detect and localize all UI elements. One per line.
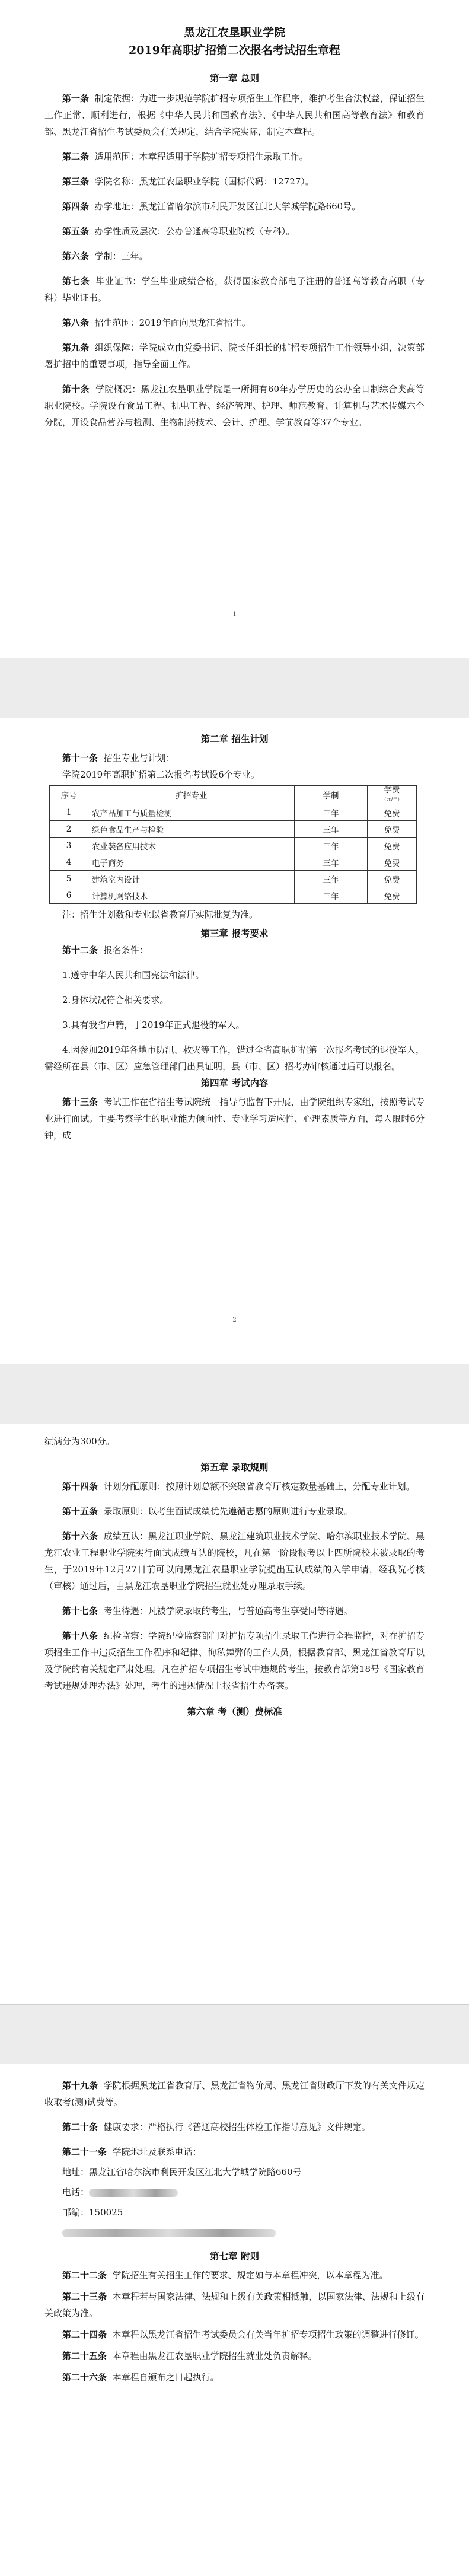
article-text: 办学地址：黑龙江省哈尔滨市利民开发区江北大学城学院路660号。 — [94, 201, 361, 212]
article-5 — [44, 223, 425, 240]
article-23 — [44, 2288, 425, 2322]
table-row — [50, 871, 417, 887]
article-26 — [44, 2369, 425, 2386]
article-text: 本章程若与国家法律、法规和上级有关政策相抵触，以国家法律、法规和上级有关政策为准。 — [44, 2291, 425, 2319]
page-number: 1 — [232, 611, 237, 617]
page-gap — [0, 1364, 469, 1424]
article-number: 第二十条 — [62, 2122, 98, 2132]
article-19 — [44, 2077, 425, 2110]
row-length: 三年 — [295, 821, 368, 838]
article-number: 第十七条 — [62, 1606, 98, 1616]
phone-label: 电话： — [62, 2187, 90, 2198]
article-text: 考生待遇：凡被学院录取的考生，与普通高考生享受同等待遇。 — [103, 1606, 353, 1616]
row-no: 6 — [50, 887, 88, 904]
chapter-3-heading: 第三章 报考要求 — [200, 928, 269, 939]
article-number: 第十三条 — [62, 1097, 98, 1107]
document-page-2 — [0, 718, 469, 1364]
article-21 — [44, 2144, 425, 2160]
row-no: 3 — [50, 838, 88, 854]
row-length: 三年 — [295, 854, 368, 871]
row-fee: 免费 — [368, 804, 417, 821]
article-text: 考试工作在省招生考试院统一指导与监督下开展，由学院组织专家组，按照考试专业进行面试。主要考察学生的职业能力倾向性、专业学习适应性、心理素质等方面，每人限时6分钟，成 — [44, 1097, 425, 1141]
article-text: 学院根据黑龙江省教育厅、黑龙江省物价局、黑龙江省财政厅下发的有关文件规定收取考(测)试费等。 — [44, 2080, 425, 2107]
table-row — [50, 854, 417, 871]
article-6 — [44, 248, 425, 265]
article-text: 本章程由黑龙江农垦职业学院招生就业处负责解释。 — [112, 2351, 317, 2361]
table-row — [50, 887, 417, 904]
plan-intro: 学院2019年高职扩招第二次报名考试设6个专业。 — [62, 769, 260, 780]
article-text: 报名条件： — [103, 945, 148, 956]
article-1 — [44, 90, 425, 140]
article-text: 学院名称：黑龙江农垦职业学院（国标代码：12727）。 — [94, 176, 314, 187]
enrollment-plan-table — [49, 785, 417, 904]
article-14 — [44, 1478, 425, 1495]
row-fee: 免费 — [368, 871, 417, 887]
chapter-7-heading: 第七章 附则 — [210, 2250, 259, 2262]
redacted-blur — [62, 2229, 276, 2237]
header-length: 学制 — [295, 786, 368, 804]
article-number: 第十八条 — [62, 1631, 98, 1641]
row-length: 三年 — [295, 887, 368, 904]
header-no: 序号 — [50, 786, 88, 804]
article-number: 第六条 — [62, 251, 90, 262]
article-22 — [44, 2267, 425, 2284]
article-2 — [44, 148, 425, 165]
article-number: 第七条 — [62, 276, 90, 286]
article-20 — [44, 2119, 425, 2135]
article-25 — [44, 2348, 425, 2364]
article-18 — [44, 1628, 425, 1694]
document-title-line2: 2019年高职扩招第二次报名考试招生章程 — [129, 44, 340, 57]
article-text: 学院地址及联系电话： — [112, 2147, 202, 2157]
table-row — [50, 821, 417, 838]
condition-4: 4.因参加2019年各地市防汛、救灾等工作，错过全省高职扩招第一次报名考试的退役军人，需经所在县（市、区）应急管理部门出具证明，县（市、区）招考办审核通过后可以报名。 — [44, 1045, 425, 1072]
article-text: 毕业证书：学生毕业成绩合格，获得国家教育部电子注册的普通高等教育高职（专科）毕业证书。 — [44, 276, 425, 303]
article-text: 学院招生有关招生工作的要求、规定如与本章程冲突，以本章程为准。 — [112, 2270, 388, 2281]
article-9 — [44, 339, 425, 372]
document-page-1 — [0, 0, 469, 658]
article-8 — [44, 314, 425, 331]
row-major: 计算机网络技术 — [88, 887, 295, 904]
postcode-value: 150025 — [89, 2207, 123, 2218]
article-text: 办学性质及层次：公办普通高等职业院校（专科）。 — [94, 226, 295, 237]
article-text: 纪检监察：学院纪检监察部门对扩招专项招生录取工作进行全程监控，对在扩招专项招生工作中违反招生工作程序和纪律、徇私舞弊的工作人员，根据教育部、黑龙江省教育厅以及学院的有关规定严肃处理。凡在扩招专项招生考试中违规的考生，按教育部第18号《国家教育考试违规处理办法》处理，考生的违规情况上报省招生办备案。 — [44, 1631, 425, 1691]
header-fee-unit: （元/年） — [381, 797, 403, 802]
row-major: 电子商务 — [88, 854, 295, 871]
row-fee: 免费 — [368, 838, 417, 854]
article-text: 本章程以黑龙江省招生考试委员会有关当年扩招专项招生政策的调整进行修订。 — [112, 2329, 424, 2340]
redacted-line — [44, 2224, 425, 2241]
row-no: 2 — [50, 821, 88, 838]
article-number: 第十九条 — [62, 2080, 98, 2091]
contact-postcode — [44, 2204, 425, 2221]
article-number: 第二十五条 — [62, 2351, 107, 2361]
article-text: 成绩互认：黑龙江职业学院、黑龙江建筑职业技术学院、哈尔滨职业技术学院、黑龙江农业工程职业学院实行面试成绩互认的院校，凡在第一阶段报考以上四所院校未被录取的考生，于2019年12月27日前可以向黑龙江农垦职业学院提出互认成绩的入学申请，经我院考核（审核）通过后，由黑龙江农垦职业学院招生就业处办理录取手续。 — [44, 1531, 425, 1591]
article-12 — [44, 942, 425, 959]
chapter-5-heading: 第五章 录取规则 — [200, 1461, 269, 1473]
article-number: 第五条 — [62, 226, 90, 237]
page-gap — [0, 658, 469, 718]
row-no: 5 — [50, 871, 88, 887]
chapter-6-heading: 第六章 考（测）费标准 — [187, 1706, 282, 1717]
row-length: 三年 — [295, 838, 368, 854]
postcode-label: 邮编： — [62, 2207, 90, 2218]
row-major: 绿色食品生产与检验 — [88, 821, 295, 838]
article-15 — [44, 1503, 425, 1520]
article-number: 第二十四条 — [62, 2329, 107, 2340]
article-number: 第二十一条 — [62, 2147, 107, 2157]
article-number: 第二十二条 — [62, 2270, 107, 2281]
article-text: 学院概况：黑龙江农垦职业学院是一所拥有60年办学历史的公办全日制综合类高等职业院校。学院设有食品工程、机电工程、经济管理、护理、师范教育、计算机与艺术传媒六个分院，开设食品营养与检测、生物制药技术、会计、护理、学前教育等37个专业。 — [44, 384, 425, 428]
article-24 — [44, 2326, 425, 2343]
article-number: 第二十六条 — [62, 2372, 107, 2383]
article-number: 第三条 — [62, 176, 90, 187]
row-major: 农产品加工与质量检测 — [88, 804, 295, 821]
contact-address: 地址：黑龙江省哈尔滨市利民开发区江北大学城学院路660号 — [62, 2167, 302, 2177]
article-number: 第四条 — [62, 201, 90, 212]
condition-2: 2.身体状况符合相关要求。 — [62, 995, 169, 1005]
row-no: 4 — [50, 854, 88, 871]
row-major: 建筑室内设计 — [88, 871, 295, 887]
article-number: 第十六条 — [62, 1531, 98, 1542]
row-fee: 免费 — [368, 887, 417, 904]
chapter-2-heading: 第二章 招生计划 — [200, 733, 269, 744]
redacted-phone-blur — [89, 2189, 178, 2197]
chapter-4-heading: 第四章 考试内容 — [200, 1077, 269, 1088]
article-text: 计划分配原则：按照计划总额不突破省教育厅核定数量基础上，分配专业计划。 — [103, 1481, 415, 1492]
article-text: 组织保障：学院成立由党委书记、院长任组长的扩招专项招生工作领导小组，决策部署扩招中的重要事项，指导全面工作。 — [44, 342, 425, 370]
table-header-row — [50, 786, 417, 804]
row-no: 1 — [50, 804, 88, 821]
article-16 — [44, 1528, 425, 1594]
article-7 — [44, 273, 425, 306]
article-text: 本章程自颁布之日起执行。 — [112, 2372, 219, 2383]
article-number: 第九条 — [62, 342, 90, 353]
article-3 — [44, 173, 425, 190]
article-number: 第十二条 — [62, 945, 98, 956]
article-number: 第十五条 — [62, 1506, 98, 1517]
article-number: 第十四条 — [62, 1481, 98, 1492]
document-title-line1: 黑龙江农垦职业学院 — [183, 26, 285, 39]
article-number: 第十条 — [62, 384, 90, 394]
row-length: 三年 — [295, 871, 368, 887]
article-number: 第二十三条 — [62, 2291, 107, 2302]
article-13 — [44, 1094, 425, 1144]
article-text: 适用范围：本章程适用于学院扩招专项招生录取工作。 — [94, 151, 308, 162]
table-row — [50, 838, 417, 854]
contact-phone — [44, 2184, 425, 2201]
document-page-3 — [0, 1424, 469, 2005]
article-number: 第十一条 — [62, 753, 98, 763]
article-17 — [44, 1603, 425, 1619]
row-fee: 免费 — [368, 854, 417, 871]
row-major: 农业装备应用技术 — [88, 838, 295, 854]
chapter-1-heading: 第一章 总则 — [210, 72, 259, 84]
article-text: 招生专业与计划： — [103, 753, 175, 763]
header-fee — [368, 786, 417, 804]
table-row — [50, 804, 417, 821]
row-length: 三年 — [295, 804, 368, 821]
article-text: 健康要求：严格执行《普通高校招生体检工作指导意见》文件规定。 — [103, 2122, 371, 2132]
page-divider — [0, 2004, 469, 2005]
article-text: 制定依据：为进一步规范学院扩招专项招生工作程序，维护考生合法权益，保证招生工作正常、顺利进行，根据《中华人民共和国教育法》、《中华人民共和国高等教育法》和教育部、黑龙江省招生考试委员会有关规定，结合学院实际，制定本章程。 — [44, 93, 425, 137]
article-10 — [44, 381, 425, 431]
plan-note: 注：招生计划数和专业以省教育厅实际批复为准。 — [62, 909, 259, 920]
article-text: 招生范围：2019年面向黑龙江省招生。 — [94, 317, 251, 328]
article-4 — [44, 198, 425, 215]
article-number: 第八条 — [62, 317, 90, 328]
article-text: 学制：三年。 — [94, 251, 148, 262]
article-number: 第二条 — [62, 151, 90, 162]
header-major: 扩招专业 — [88, 786, 295, 804]
article-number: 第一条 — [62, 93, 90, 104]
article-13-continued: 绩满分为300分。 — [44, 1436, 115, 1447]
page-gap — [0, 2005, 469, 2064]
document-page-4 — [0, 2064, 469, 2576]
article-text: 录取原则：以考生面试成绩优先遵循志愿的原则进行专业录取。 — [103, 1506, 353, 1517]
page-number: 2 — [232, 1317, 237, 1323]
header-fee-label: 学费 — [384, 785, 400, 795]
condition-1: 1.遵守中华人民共和国宪法和法律。 — [62, 970, 205, 980]
article-11 — [44, 750, 425, 766]
row-fee: 免费 — [368, 821, 417, 838]
condition-3: 3.具有我省户籍，于2019年正式退役的军人。 — [62, 1020, 245, 1030]
